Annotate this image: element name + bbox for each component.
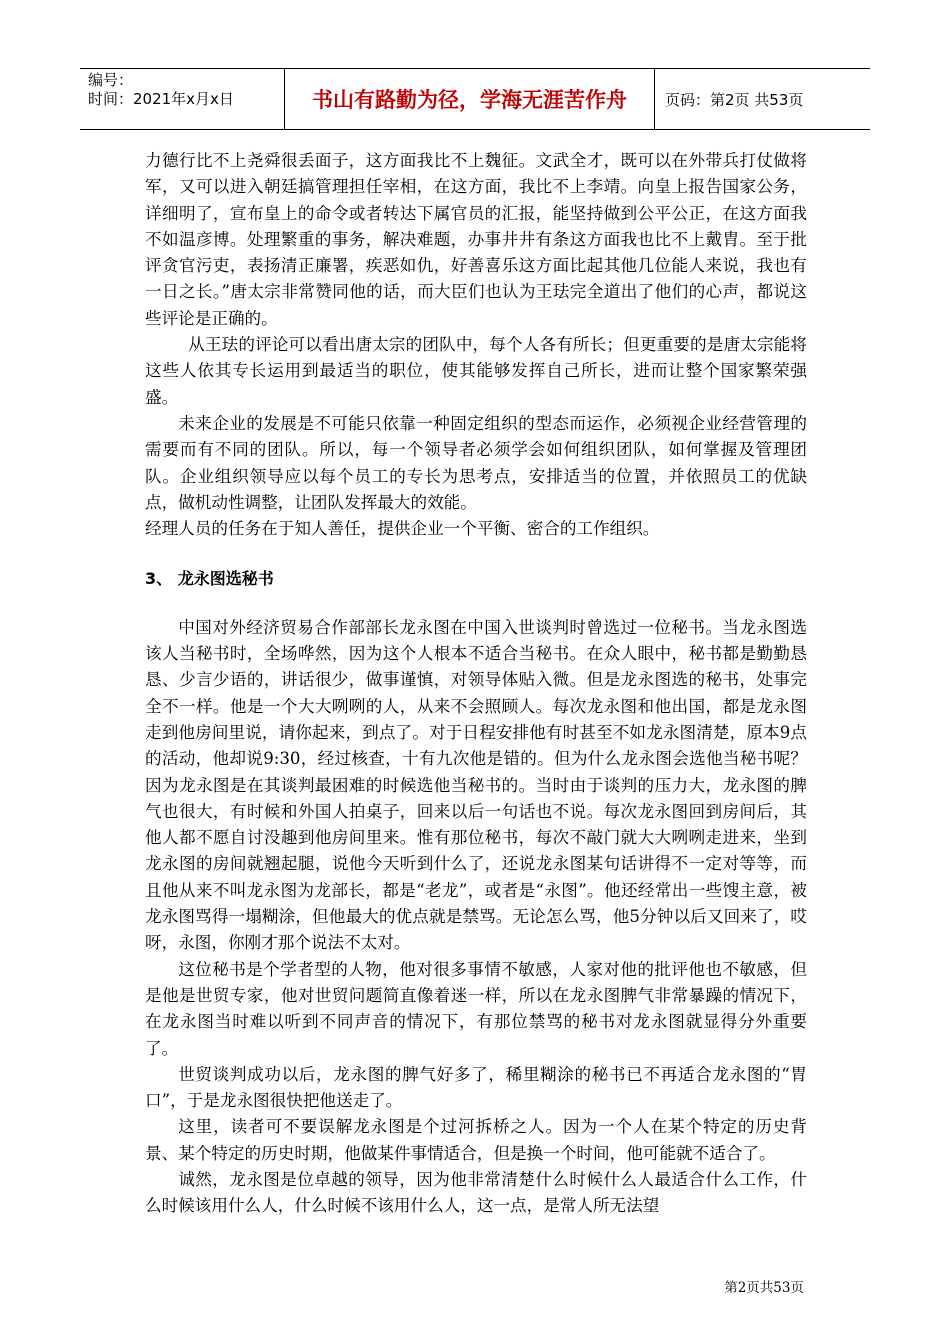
paragraph: 经理人员的任务在于知人善任，提供企业一个平衡、密合的工作组织。	[145, 519, 660, 539]
paragraph: 世贸谈判成功以后，龙永图的脾气好多了，稀里糊涂的秘书已不再适合龙永图的“胃口”，于是龙永图很快把他送走了。	[145, 1064, 807, 1111]
paragraph: 未来企业的发展是不可能只依靠一种固定组织的型态而运作，必须视企业经营管理的需要而有不同的团队。所以，每一个领导者必须学会如何组织团队，如何掌握及管理团队。企业组织领导应以每个员工的专长为思考点，安排适当的位置，并依照员工的优缺点，做机动性调整，让团队发挥最大的效能。	[145, 413, 807, 512]
section-heading: 3、 龙永图选秘书	[145, 569, 274, 589]
header-number-label: 编号：	[88, 71, 134, 89]
page-header	[80, 68, 870, 130]
header-time-label: 时间：2021年x月x日	[88, 90, 234, 108]
header-page-label: 页码：第2页 共53页	[665, 90, 804, 109]
paragraph: 从王珐的评论可以看出唐太宗的团队中，每个人各有所长；但更重要的是唐太宗能将这些人依其专长运用到最适当的职位，使其能够发挥自己所长，进而让整个国家繁荣强盛。	[145, 335, 807, 407]
header-motto: 书山有路勤为径，学海无涯苦作舟	[285, 69, 655, 129]
header-meta	[80, 69, 285, 129]
paragraph: 这位秘书是个学者型的人物，他对很多事情不敏感，人家对他的批评他也不敏感，但是他是世贸专家，他对世贸问题简直像着迷一样，所以在龙永图脾气非常暴躁的情况下，在龙永图当时难以听到不同声音的情况下，有那位禁骂的秘书对龙永图就显得分外重要了。	[145, 959, 807, 1058]
paragraph: 这里，读者可不要误解龙永图是个过河拆桥之人。因为一个人在某个特定的历史背景、某个特定的历史时期，他做某件事情适合，但是换一个时间，他可能就不适合了。	[145, 1117, 807, 1163]
paragraph: 中国对外经济贸易合作部部长龙永图在中国入世谈判时曾选过一位秘书。当龙永图选该人当秘书时，全场哗然，因为这个人根本不适合当秘书。在众人眼中，秘书都是勤勤恳恳、少言少语的，讲话很少，做事谨慎，对领导体贴入微。但是龙永图选的秘书，处事完全不一样。他是一个大大咧咧的人，从来不会照顾人。每次龙永图和他出国，都是龙永图走到他房间里说，请你起来，到点了。对于日程安排他有时甚至不如龙永图清楚，原本9点的活动，他却说9:30，经过核查，十有九次他是错的。但为什么龙永图会选他当秘书呢？因为龙永图是在其谈判最困难的时候选他当秘书的。当时由于谈判的压力大，龙永图的脾气也很大，有时候和外国人拍桌子，回来以后一句话也不说。每次龙永图回到房间后，其他人都不愿自讨没趣到他房间里来。惟有那位秘书，每次不敲门就大大咧咧走进来，坐到龙永图的房间就翘起腿，说他今天听到什么了，还说龙永图某句话讲得不一定对等等，而且他从来不叫龙永图为龙部长，都是“老龙”，或者是“永图”。他还经常出一些馊主意，被龙永图骂得一塌糊涂，但他最大的优点就是禁骂。无论怎么骂，他5分钟以后又回来了，哎呀，永图，你刚才那个说法不太对。	[145, 617, 807, 953]
paragraph: 诚然，龙永图是位卓越的领导，因为他非常清楚什么时候什么人最适合什么工作，什么时候该用什么人，什么时候不该用什么人，这一点，是常人所无法望	[145, 1169, 807, 1216]
paragraph: 力德行比不上尧舜很丢面子，这方面我比不上魏征。文武全才，既可以在外带兵打仗做将军，又可以进入朝廷搞管理担任宰相，在这方面，我比不上李靖。向皇上报告国家公务，详细明了，宣布皇上的命令或者转达下属官员的汇报，能坚持做到公平公正，在这方面我不如温彦博。处理繁重的事务，解决难题，办事井井有条这方面我也比不上戴胄。至于批评贪官污吏，表扬清正廉署，疾恶如仇，好善喜乐这方面比起其他几位能人来说，我也有一日之长。”唐太宗非常赞同他的话，而大臣们也认为王珐完全道出了他们的心声，都说这些评论是正确的。	[145, 151, 807, 328]
document-body	[145, 148, 807, 1220]
page-footer-number: 第2页共53页	[724, 1280, 804, 1296]
